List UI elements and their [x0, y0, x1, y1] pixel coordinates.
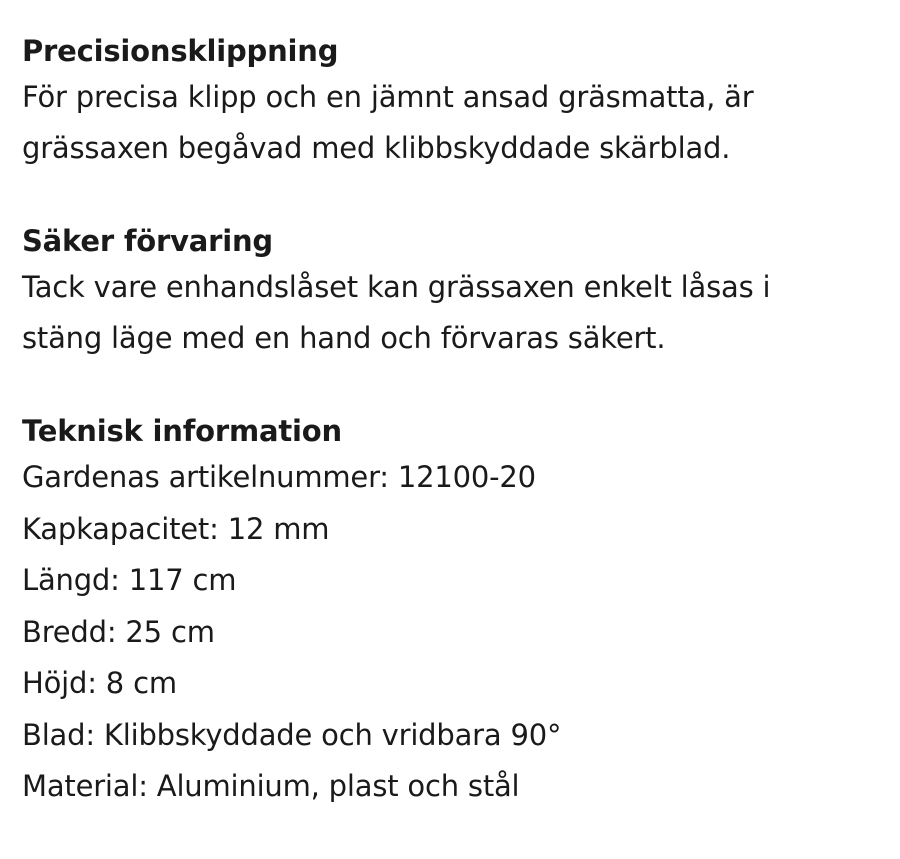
spec-cutting-capacity: Kapkapacitet: 12 mm: [22, 511, 330, 546]
section-text-line: För precisa klipp och en jämnt ansad gräsmatta, är: [22, 80, 754, 114]
spec-height: Höjd: 8 cm: [22, 666, 177, 700]
spec-list: [22, 452, 882, 813]
section-text-line: Tack vare enhandslåset kan grässaxen enkelt låsas i: [22, 270, 771, 304]
spec-width: Bredd: 25 cm: [22, 614, 215, 649]
section-text-line: grässaxen begåvad med klibbskyddade skärblad.: [22, 131, 731, 165]
section-heading: Teknisk information: [22, 414, 342, 448]
spec-blade: Blad: Klibbskyddade och vridbara 90°: [22, 717, 562, 752]
section-precision-cutting: [22, 30, 882, 174]
spec-material: Material: Aluminium, plast och stål: [22, 769, 520, 803]
section-heading: Precisionsklippning: [22, 34, 339, 68]
spec-article-number: Gardenas artikelnummer: 12100-20: [22, 460, 536, 494]
section-heading: Säker förvaring: [22, 224, 273, 258]
spec-length: Längd: 117 cm: [22, 563, 237, 597]
section-safe-storage: [22, 220, 882, 364]
product-description: [22, 30, 882, 859]
section-text-line: stäng läge med en hand och förvaras säkert.: [22, 321, 666, 355]
section-technical-information: [22, 410, 882, 813]
